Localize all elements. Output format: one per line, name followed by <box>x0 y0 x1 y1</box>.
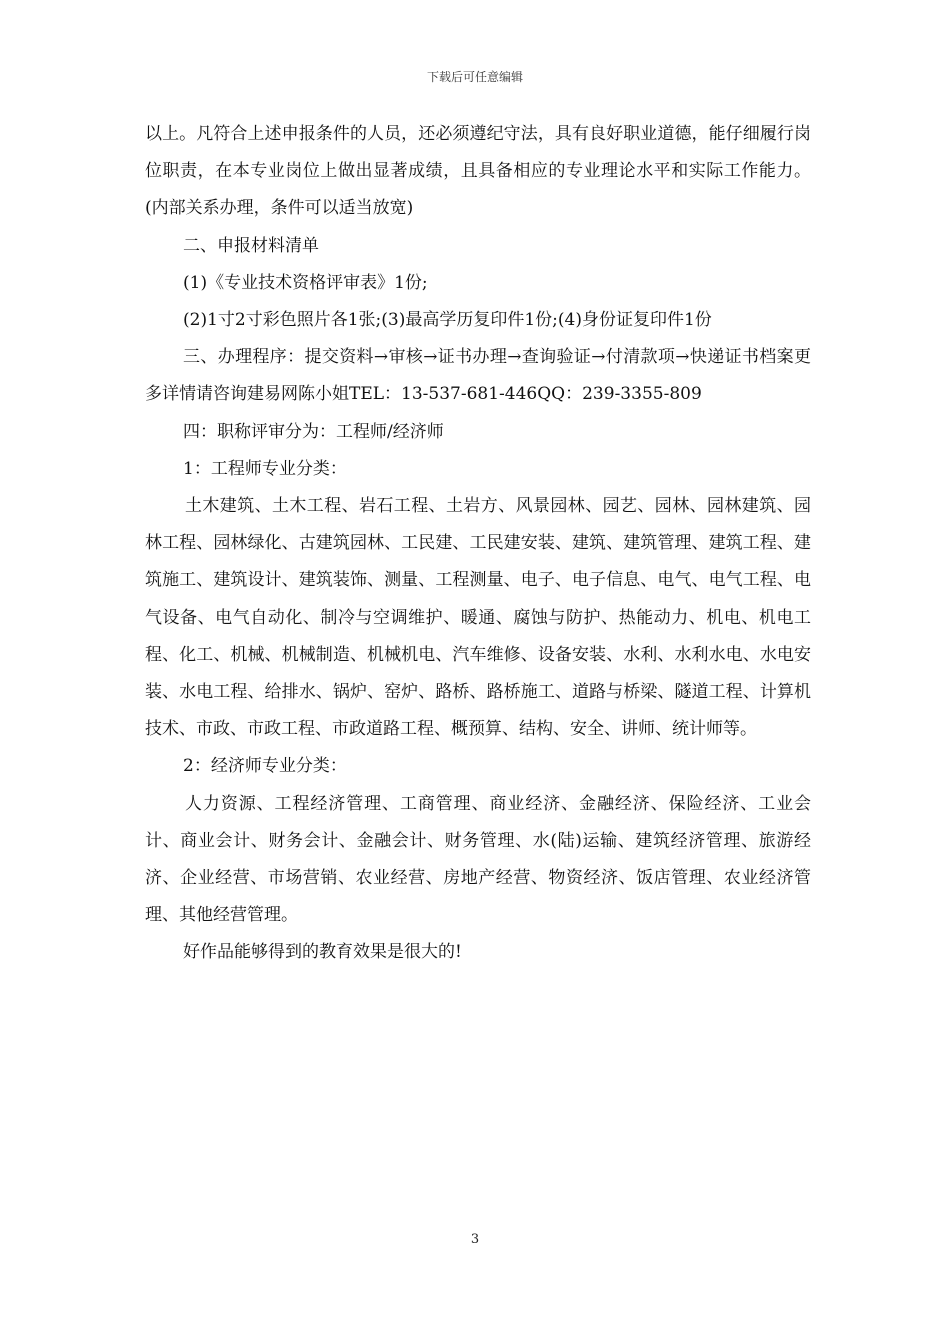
closing-sentence: 好作品能够得到的教育效果是很大的! <box>183 942 462 963</box>
document-body <box>145 116 811 972</box>
page-header-note: 下载后可任意编辑 <box>426 70 523 84</box>
material-item-1: (1)《专业技术资格评审表》1份; <box>183 272 428 293</box>
section-heading-materials: 二、申报材料清单 <box>183 235 319 256</box>
economist-specialties: 人力资源、工程经济管理、工商管理、商业经济、金融经济、保险经济、工业会计、商业会计、财务会计、金融会计、财务管理、水(陆)运输、建筑经济管理、旅游经济、企业经营、市场营销、农业经营、房地产经营、物资经济、饭店管理、农业经济管理、其他经营管理。 <box>145 793 811 926</box>
page-number: 3 <box>470 1232 480 1247</box>
engineer-specialties: 土木建筑、土木工程、岩石工程、土岩方、风景园林、园艺、园林、园林建筑、园林工程、园林绿化、古建筑园林、工民建、工民建安装、建筑、建筑管理、建筑工程、建筑施工、建筑设计、建筑装饰、测量、工程测量、电子、电子信息、电气、电气工程、电气设备、电气自动化、制冷与空调维护、暖通、腐蚀与防护、热能动力、机电、机电工程、化工、机械、机械制造、机械机电、汽车维修、设备安装、水利、水利水电、水电安装、水电工程、给排水、锅炉、窑炉、路桥、路桥施工、道路与桥梁、隧道工程、计算机技术、市政、市政工程、市政道路工程、概预算、结构、安全、讲师、统计师等。 <box>145 496 811 740</box>
engineer-heading: 1：工程师专业分类： <box>183 458 347 479</box>
economist-heading: 2：经济师专业分类： <box>183 756 347 777</box>
section-heading-categories: 四：职称评审分为：工程师/经济师 <box>183 421 444 442</box>
material-items-2-4: (2)1寸2寸彩色照片各1张;(3)最高学历复印件1份;(4)身份证复印件1份 <box>183 310 712 331</box>
section-procedure: 三、办理程序：提交资料→审核→证书办理→查询验证→付清款项→快递证书档案更多详情请咨询建易网陈小姐TEL：13-537-681-446QQ：239-3355-809 <box>145 347 811 405</box>
paragraph-conditions: 以上。凡符合上述申报条件的人员，还必须遵纪守法，具有良好职业道德，能仔细履行岗位职责，在本专业岗位上做出显著成绩，且具备相应的专业理论水平和实际工作能力。(内部关系办理，条件可以适当放宽) <box>145 124 811 219</box>
